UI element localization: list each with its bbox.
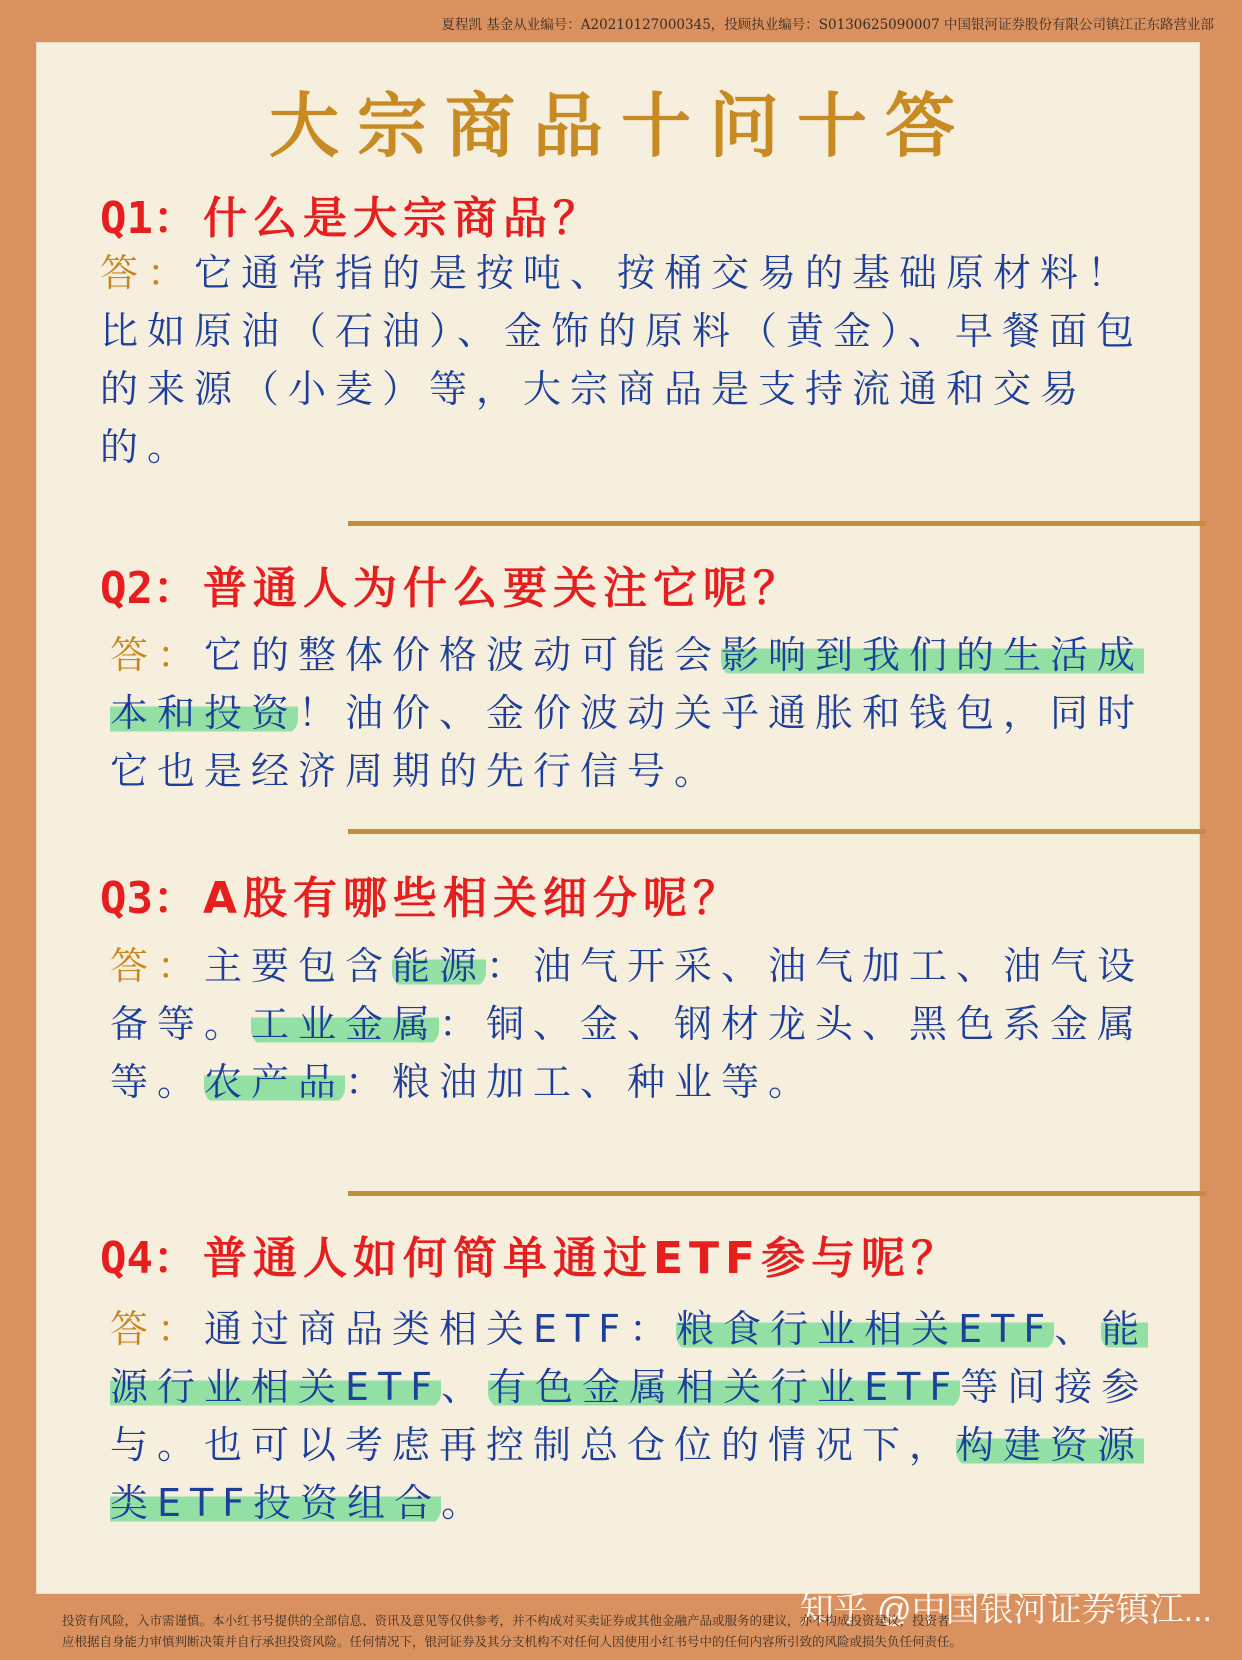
answer-text: 、 [1054,1307,1102,1351]
answer-4 [110,1300,1170,1532]
question-1 [100,182,603,246]
answer-label: 答： [110,944,205,988]
section-divider [348,829,1206,834]
highlight: 粮食行业相关ETF [676,1307,1055,1351]
page-title: 大宗商品十问十答 [269,85,973,167]
answer-label: 答： [110,1307,205,1351]
question-text: A股有哪些相关细分呢？ [202,873,744,924]
author-credentials: 夏程凯 基金从业编号：A20210127000345，投顾执业编号：S0130625090007 中国银河证券股份有限公司镇江正东路营业部 [441,17,1214,33]
question-number: Q2： [100,563,197,614]
section-divider [348,1191,1206,1196]
answer-text: 、 [441,1365,489,1409]
question-text: 什么是大宗商品？ [202,193,603,244]
question-3 [100,862,743,926]
zhihu-watermark: 知乎 @中国银河证券镇江... [799,1591,1212,1629]
answer-text: ：铜、金、钢材龙头、黑色系金属等。 [110,1002,1145,1104]
answer-text: 它通常指的是按吨、按桶交易的基础原材料！比如原油（石油）、金饰的原料（黄金）、早餐面包的来源（小麦）等，大宗商品是支持流通和交易的。 [100,251,1144,469]
question-number: Q1： [100,193,197,244]
highlight: 工业金属 [251,1002,440,1046]
question-number: Q3： [100,873,197,924]
question-text: 普通人如何简单通过ETF参与呢？ [202,1233,962,1284]
answer-text: ：油气开采、油气加工、油气设备等。 [110,944,1145,1046]
question-text: 普通人为什么要关注它呢？ [202,563,803,614]
highlight: 构建资源类ETF投资组合 [110,1423,1145,1525]
disclaimer-line: 投资有风险，入市需谨慎。本小红书号提供的全部信息、资讯及意见等仅供参考，并不构成对买卖证券或其他金融产品或服务的建议，亦不构成投资建议，投资者 [62,1613,950,1628]
answer-2 [110,626,1170,800]
answer-3 [110,937,1170,1111]
disclaimer-line: 应根据自身能力审慎判断决策并自行承担投资风险。任何情况下，银河证券及其分支机构不对任何人因使用小红书号中的任何内容所引致的风险或损失负任何责任。 [62,1634,963,1649]
answer-label: 答： [100,251,195,295]
question-2 [100,552,803,616]
answer-text: ：粮油加工、种业等。 [345,1060,816,1104]
highlight: 影响到我们的生活成本和投资 [110,633,1145,735]
highlight: 能源行业相关ETF [110,1307,1149,1409]
question-number: Q4： [100,1233,197,1284]
answer-text: 主要包含 [204,944,393,988]
answer-text: 它的整体价格波动可能会 [204,633,722,677]
answer-text: 。 [441,1481,489,1525]
highlight: 有色金属相关行业ETF [488,1365,961,1409]
question-4 [100,1222,961,1286]
risk-disclaimer [62,1610,1202,1652]
highlight: 农产品 [204,1060,346,1104]
answer-text: 等间接参与。也可以考虑再控制总仓位的情况下， [110,1365,1149,1467]
answer-text: ！油价、金价波动关乎通胀和钱包，同时它也是经济周期的先行信号。 [110,691,1145,793]
answer-1 [100,244,1160,476]
section-divider [348,521,1206,526]
answer-label: 答： [110,633,205,677]
answer-text: 通过商品类相关ETF： [204,1307,677,1351]
highlight: 能源 [392,944,487,988]
